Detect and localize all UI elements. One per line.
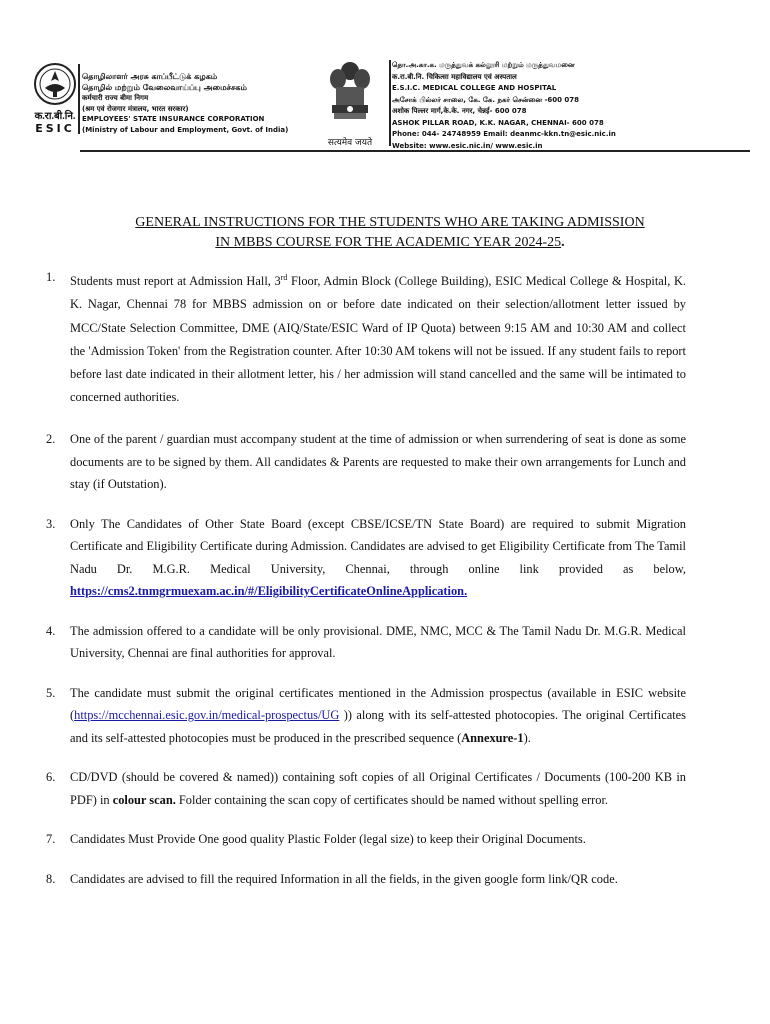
item-1-text-b: Floor, Admin Block (College Building), ESIC Medical College & Hospital, K. K. Nagar, Chennai 78 for MBBS admission on or before date indicated on their selection/allotment letter issued by MCC/State Selection Committee, DME (AIQ/State/ESIC Ward of IP Quota) between 9:15 AM and 10:30 AM and collect the 'Admission Token' from the Registration counter. After 10:30 AM tokens will not be issued. If any student fails to report before last date indicated in their allotment letter, his / her admission will stand cancelled and the same will be intimated to concerned authorities. xyxy=(70,274,686,405)
list-item xyxy=(46,513,686,603)
college-line-hindi-name: क.रा.बी.नि. चिकित्सा महाविद्यालय एवं अस्पताल xyxy=(392,72,517,81)
instruction-list xyxy=(46,266,686,890)
item-8-text: Candidates are advised to fill the required Information in all the fields, in the given google form link/QR code. xyxy=(70,871,618,886)
national-emblem xyxy=(315,57,385,148)
emblem-motto: सत्यमेव जयते xyxy=(327,138,373,148)
header-divider-right xyxy=(389,60,391,146)
item-number: 5. xyxy=(46,685,56,700)
corporation-block xyxy=(82,72,312,135)
item-5-text-c: ). xyxy=(523,730,531,745)
list-item xyxy=(46,868,686,891)
item-6-text-b: Folder containing the scan copy of certificates should be named without spelling error. xyxy=(175,792,608,807)
item-1-sup: rd xyxy=(280,273,288,282)
list-item xyxy=(46,766,686,811)
page-title xyxy=(60,213,720,253)
title-line-2: IN MBBS COURSE FOR THE ACADEMIC YEAR 2024-25 xyxy=(215,235,562,250)
title-end-dot: . xyxy=(561,235,565,250)
college-block xyxy=(392,60,742,152)
item-number: 3. xyxy=(46,516,56,531)
item-1-text-a: Students must report at Admission Hall, 3 xyxy=(70,274,281,289)
esic-english-abbr: ESIC xyxy=(35,122,75,135)
college-line-tamil-name: தொ.அ.கா.க. மருத்துவக் கல்லூரி மற்றும் மருத்துவமனை xyxy=(392,61,575,69)
corp-line-tamil-1: தொழிலாளர் அரசு காப்பீட்டுக் கழகம் xyxy=(82,72,218,81)
list-item xyxy=(46,828,686,851)
esic-hindi-abbr: क.रा.बी.नि. xyxy=(34,111,76,122)
item-2-text: One of the parent / guardian must accompany student at the time of admission or when surrendering of seat is done as some documents are to be signed by them. All candidates & Parents are requested to make their own arrangements for Lunch and stay (if Outstation). xyxy=(70,432,686,492)
item-number: 7. xyxy=(46,832,56,847)
item-number: 8. xyxy=(46,871,56,886)
list-item xyxy=(46,620,686,665)
corp-line-tamil-2: தொழில் மற்றும் வேலைவாய்ப்பு அமைச்சகம் xyxy=(82,82,247,92)
corp-line-english-2: (Ministry of Labour and Employment, Govt. of India) xyxy=(82,125,289,134)
medical-prospectus-link[interactable]: https://mcchennai.esic.gov.in/medical-prospectus/UG xyxy=(74,708,340,723)
esic-emblem-icon xyxy=(33,62,77,106)
item-3-text: Only The Candidates of Other State Board (except CBSE/ICSE/TN State Board) are required to submit Migration Certificate and Eligibility Certificate during Admission. Candidates are advised to get Eligibility Certificate from The Tamil Nadu Dr. M.G.R. Medical University, Chennai, through online link provided as below, xyxy=(70,516,686,576)
item-number: 4. xyxy=(46,623,56,638)
college-line-english-name: E.S.I.C. MEDICAL COLLEGE AND HOSPITAL xyxy=(392,84,557,92)
college-line-hindi-address: अशोक पिल्लर मार्ग,के.के. नगर, चेन्नई- 600 078 xyxy=(392,107,527,115)
list-item xyxy=(46,682,686,750)
item-number: 6. xyxy=(46,770,56,785)
college-website-line: Website: www.esic.nic.in/ www.esic.in xyxy=(392,141,543,150)
item-number: 2. xyxy=(46,432,56,447)
item-5-text-a: The candidate must submit the original certificates mentioned in the Admission prospectus (available in ESIC website ( xyxy=(70,685,686,723)
corp-line-hindi-2: (श्रम एवं रोजगार मंत्रालय, भारत सरकार) xyxy=(82,104,189,113)
item-7-text: Candidates Must Provide One good quality Plastic Folder (legal size) to keep their Original Documents. xyxy=(70,832,586,847)
list-item xyxy=(46,428,686,496)
eligibility-certificate-link[interactable]: https://cms2.tnmgrmuexam.ac.in/#/EligibilityCertificateOnlineApplication. xyxy=(70,584,468,599)
item-4-text: The admission offered to a candidate will be only provisional. DME, NMC, MCC & The Tamil Nadu Dr. M.G.R. Medical University, Chennai are final authorities for approval. xyxy=(70,623,686,661)
item-number: 1. xyxy=(46,270,56,284)
list-item xyxy=(46,266,686,409)
header-divider-left xyxy=(78,64,80,134)
item-6-text-a: CD/DVD (should be covered & named)) containing soft copies of all Original Certificates / Documents (100-200 KB in PDF) in xyxy=(70,770,686,807)
header-rule xyxy=(80,150,750,152)
corp-line-hindi-1: कर्मचारी राज्य बीमा निगम xyxy=(82,94,149,102)
college-line-tamil-address: அசோக் பில்லர் சாலை, கே. கே. நகர் சென்னை -600 078 xyxy=(392,95,580,104)
colour-scan-label: colour scan. xyxy=(112,792,176,807)
annexure-label: Annexure-1 xyxy=(461,730,524,745)
corp-line-english-1: EMPLOYEES' STATE INSURANCE CORPORATION xyxy=(82,115,265,123)
lion-capital-icon xyxy=(326,57,374,129)
item-5-text-b: )) along with its self-attested photocopies. The original Certificates and its self-attested photocopies must be produced in the prescribed sequence ( xyxy=(70,708,686,745)
title-line-1: GENERAL INSTRUCTIONS FOR THE STUDENTS WHO ARE TAKING ADMISSION xyxy=(135,215,645,230)
college-contact-line: Phone: 044- 24748959 Email: deanmc-kkn.tn@esic.nic.in xyxy=(392,130,616,138)
college-line-english-address: ASHOK PILLAR ROAD, K.K. NAGAR, CHENNAI- 600 078 xyxy=(392,118,604,127)
